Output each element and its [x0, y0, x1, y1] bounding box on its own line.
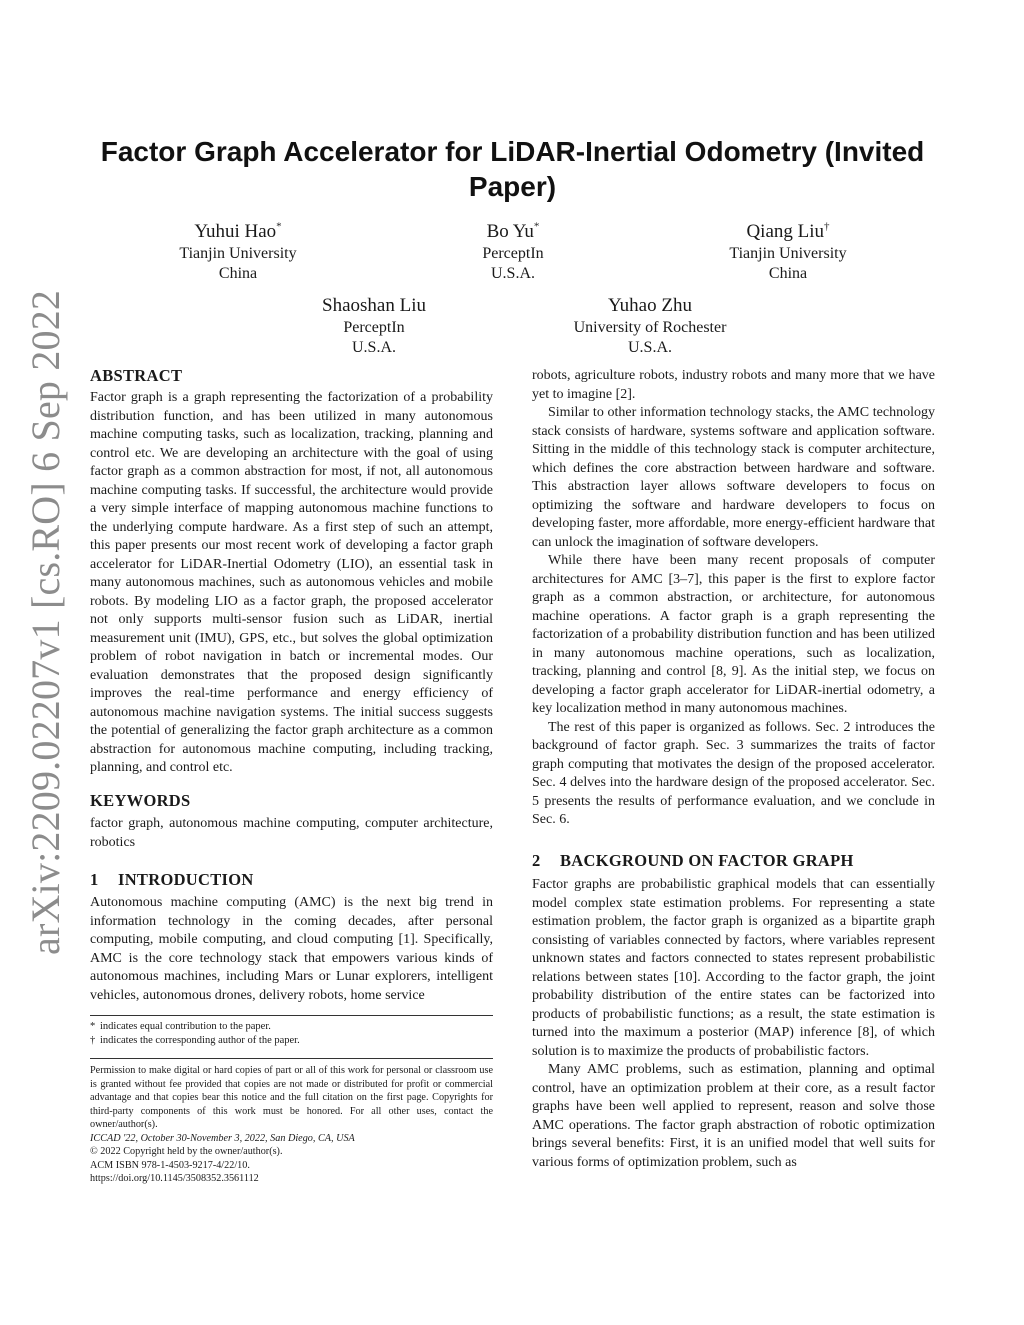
author-country: China [218, 265, 258, 282]
footnote-rule [90, 1015, 493, 1016]
keywords-text: factor graph, autonomous machine computing, computer architecture, robotics [90, 816, 493, 850]
section-number: 2 [532, 851, 541, 870]
section-number: 1 [90, 870, 99, 889]
background-body [532, 876, 935, 1172]
permission-block [90, 1064, 493, 1186]
intro-paragraph: The rest of this paper is organized as follows. Sec. 2 introduces the background of factor graph. Sec. 3 summarizes the traits of factor graph computing that motivates the design of the proposed accelerator. Sec. 4 delves into the hardware design of the proposed accelerator. Sec. 5 presents the results of performance evaluation, and we conclude in Sec. 6. [532, 719, 935, 827]
author-country: U.S.A. [490, 265, 535, 282]
author-name: Shaoshan Liu [322, 295, 426, 316]
author-affiliation: Tianjin University [179, 245, 297, 262]
author-block [138, 220, 338, 284]
background-heading [532, 851, 854, 871]
conference-line: ICCAD '22, October 30-November 3, 2022, San Diego, CA, USA [90, 1132, 355, 1144]
footnote: * indicates equal contribution to the paper. [90, 1021, 271, 1032]
background-paragraph: Many AMC problems, such as estimation, planning and optimal control, have an optimization problem at their core, as a result factor graphs have been well applied to represent, reason and solve those AMC operations. The factor graph abstraction of robotic optimization brings several benefits: First, it is an unified model that well suits for various forms of optimization problem, such as [532, 1062, 935, 1170]
intro-paragraph: While there have been many recent proposals of computer architectures for AMC [3–7], this paper is the first to explore factor graph as a common abstraction, or architecture, for autonomous machine operations. A factor graph is a graph representing the factorization of a probability distribution function and has been utilized in many autonomous machine operations, such as localization, tracking, planning and control [8, 9]. As the initial step, we focus on developing a factor graph accelerator for LiDAR-inertial odometry, a key localization method in many autonomous machines. [532, 553, 935, 716]
permission-text: Permission to make digital or hard copies of part or all of this work for personal or classroom use is granted without fee provided that copies are not made or distributed for profit or commercial advantage and that copies bear this notice and the full citation on the first page. Copyrights for third-party components of this work must be honored. For all other uses, contact the owner/author(s). [90, 1065, 493, 1130]
author-block [688, 220, 888, 284]
abstract-text: Factor graph is a graph representing the factorization of a probability distribution function, and has been utilized in many autonomous machine computing tasks, such as localization, tracking, planning and control etc. We are developing an architecture with the goal of using factor graph as a common abstraction for most, if not, all autonomous machine computing tasks. If successful, the architecture would provide a very simple interface of mapping autonomous machine functions to the underlying compute hardware. As a first step of such an attempt, this paper presents our most recent work of developing a factor graph accelerator for LiDAR-Inertial Odometry (LIO), an essential task in many autonomous machines, such as autonomous vehicles and mobile robots. By modeling LIO as a factor graph, the proposed accelerator not only supports multi-sensor fusion such as LiDAR, inertial measurement unit (IMU), GPS, etc., but solves the global optimization problem of robot navigation in batch or incremental modes. Our evaluation demonstrates that the proposed design significantly improves the real-time performance and energy efficiency of autonomous machine navigation systems. The initial success suggests the potential of generalizing the factor graph architecture as a common abstraction for autonomous machine computing, including tracking, planning, and control etc. [90, 390, 493, 775]
title-line-2: Paper) [468, 171, 557, 202]
arxiv-side-stamp: arXiv:2209.02207v1 [cs.RO] 6 Sep 2022 [23, 289, 68, 955]
keywords-body [90, 815, 493, 852]
author-block [413, 220, 613, 284]
footnotes [90, 1020, 493, 1047]
intro-paragraph: Similar to other information technology stacks, the AMC technology stack consists of hardware, systems software and application software. Sitting in the middle of this technology stack is computer architecture, which defines the core abstraction between hardware and software. This abstraction layer allows software developers to focus on optimizing the software and hardware developers to focus on developing faster, more affordable, more energy-efficient hardware that can unlock the imagination of software developers. [532, 405, 935, 550]
intro-body-left [90, 894, 493, 1005]
intro-paragraph: Autonomous machine computing (AMC) is the next big trend in information technology in the coming decades, after personal computing, mobile computing, and cloud computing [1]. Specifically, AMC is the core technology stack that empowers various kinds of autonomous machines, including Mars or Lunar explorers, intelligent vehicles, autonomous drones, delivery robots, home service [90, 895, 493, 1003]
author-block [540, 294, 760, 358]
permission-rule [90, 1058, 493, 1059]
author-block [274, 294, 474, 358]
author-affiliation: PerceptIn [482, 245, 544, 262]
keywords-heading: KEYWORDS [90, 791, 191, 810]
author-affiliation: PerceptIn [343, 319, 405, 336]
author-name: Yuhui Hao* [194, 220, 282, 242]
author-name: Qiang Liu† [746, 220, 830, 242]
intro-paragraph: robots, agriculture robots, industry robots and many more that we have yet to imagine [2]. [532, 368, 935, 402]
author-country: China [768, 265, 808, 282]
author-affiliation: University of Rochester [573, 319, 727, 336]
isbn-line: ACM ISBN 978-1-4503-9217-4/22/10. [90, 1159, 250, 1171]
intro-heading [90, 870, 254, 890]
title-line-1: Factor Graph Accelerator for LiDAR-Inertial Odometry (Invited [100, 136, 925, 167]
author-name: Bo Yu* [486, 220, 540, 242]
background-paragraph: Factor graphs are probabilistic graphical models that can essentially model complex state estimation problems. For representing a state estimation problem, the factor graph is organized as a bipartite graph consisting of variables connected by factors, where variables represent unknown states and factors connected to states represent probabilistic relations between states [10]. According to the factor graph, the joint probability distribution of the entire states can be factorized into products of probabilistic functions; as a result, the state estimation is turned into the maximum a posterior (MAP) inference [8], of which solution is to maximize the products of probabilistic factors. [532, 877, 935, 1059]
author-affiliation: Tianjin University [729, 245, 847, 262]
copyright-line: © 2022 Copyright held by the owner/author(s). [90, 1146, 283, 1157]
author-country: U.S.A. [627, 339, 672, 356]
section-title: INTRODUCTION [118, 870, 254, 889]
paper-title [90, 134, 935, 204]
abstract-heading: ABSTRACT [90, 366, 183, 385]
author-country: U.S.A. [351, 339, 396, 356]
footnote: † indicates the corresponding author of the paper. [90, 1034, 300, 1046]
abstract-body [90, 389, 493, 778]
section-title: BACKGROUND ON FACTOR GRAPH [560, 851, 854, 870]
doi-link[interactable]: https://doi.org/10.1145/3508352.3561112 [90, 1173, 259, 1184]
author-name: Yuhao Zhu [608, 295, 692, 316]
intro-body-right [532, 367, 935, 830]
